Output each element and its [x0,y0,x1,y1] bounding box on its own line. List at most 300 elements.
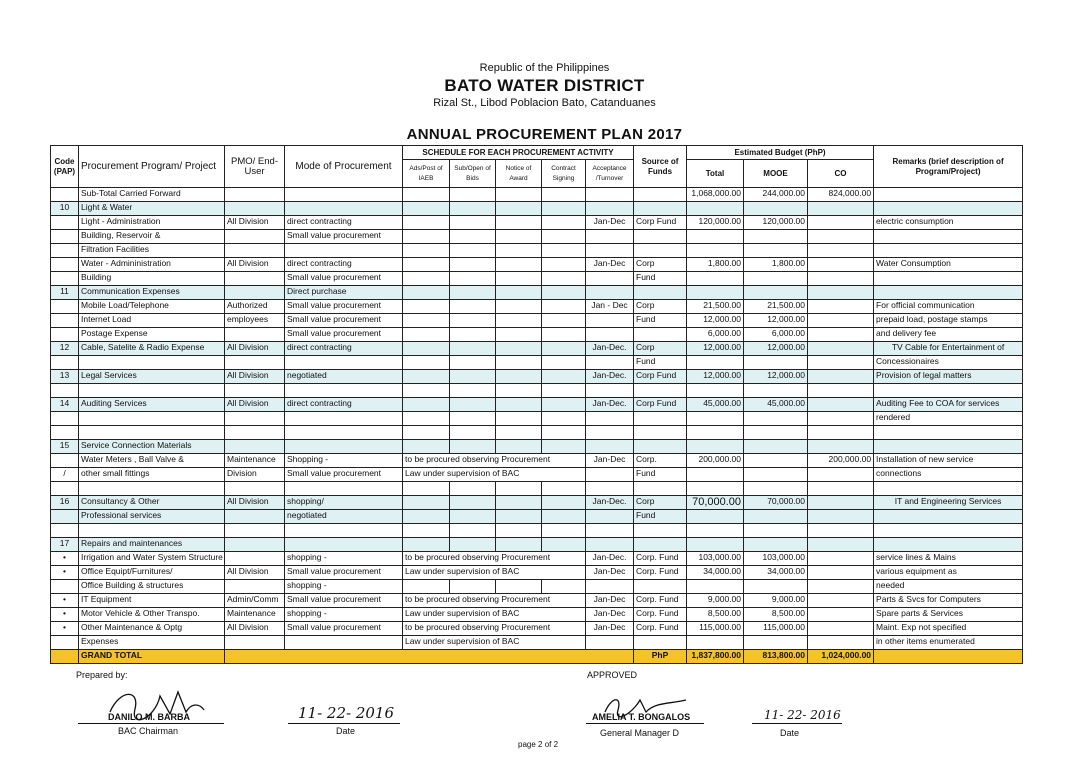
table-row [51,328,1023,342]
code-cell: 13 [51,370,79,384]
total-cell: 12,000.00 [687,314,744,328]
s2-cell [450,496,496,510]
s3-cell [496,314,542,328]
s1-cell [403,398,450,412]
remarks-cell [874,286,1023,300]
date-right: 11- 22- 2016 [764,708,841,722]
sched-cell [586,384,634,398]
pmo-cell [225,524,285,538]
remarks-cell: Parts & Svcs for Computers [874,594,1023,608]
code-cell [51,314,79,328]
table-row [51,286,1023,300]
schedule-note-cell: to be procured observing Procurement [403,454,586,468]
s3-cell [496,300,542,314]
source-cell [634,538,687,552]
table-row [51,398,1023,412]
grand-total-blank [225,650,634,664]
s4-cell [542,440,586,454]
code-cell [51,412,79,426]
s4-cell [542,188,586,202]
s3-cell [496,524,542,538]
pmo-cell: Maintenance [225,608,285,622]
col-total: Total [687,160,744,188]
mooe-cell [744,580,808,594]
remarks-cell [874,482,1023,496]
table-row [51,482,1023,496]
source-cell: Fund [634,356,687,370]
code-cell [51,356,79,370]
source-cell [634,426,687,440]
co-cell [808,608,874,622]
table-row [51,636,1023,650]
total-cell: 8,500.00 [687,608,744,622]
co-cell [808,468,874,482]
pmo-cell: All Division [225,398,285,412]
sched-cell [586,524,634,538]
program-cell: Building, Reservoir & [79,230,225,244]
table-row [51,426,1023,440]
mode-cell: Small value procurement [285,272,403,286]
pmo-cell [225,286,285,300]
program-cell: Service Connection Materials [79,440,225,454]
table-row [51,300,1023,314]
co-cell [808,286,874,300]
source-cell: Corp. [634,454,687,468]
s2-cell [450,538,496,552]
source-cell [634,636,687,650]
s4-cell [542,230,586,244]
s3-cell [496,188,542,202]
s2-cell [450,510,496,524]
s1-cell [403,272,450,286]
sched-cell: Jan-Dec. [586,398,634,412]
pmo-cell [225,384,285,398]
s1-cell [403,230,450,244]
source-cell: Fund [634,510,687,524]
col-acceptance: Acceptance /Turnover [586,160,634,188]
remarks-cell: various equipment as [874,566,1023,580]
total-cell: 70,000.00 [687,496,744,510]
org-name: BATO WATER DISTRICT [444,76,645,95]
table-row [51,440,1023,454]
s2-cell [450,272,496,286]
mooe-cell [744,286,808,300]
mode-cell [285,440,403,454]
s3-cell [496,440,542,454]
code-cell: • [51,594,79,608]
code-cell: • [51,622,79,636]
mode-cell: direct contracting [285,258,403,272]
co-cell [808,356,874,370]
program-cell [79,384,225,398]
sched-cell: Jan-Dec [586,622,634,636]
s2-cell [450,216,496,230]
sched-cell: Jan-Dec [586,608,634,622]
s4-cell [542,216,586,230]
s2-cell [450,286,496,300]
source-cell: Corp. Fund [634,594,687,608]
grand-total-label: GRAND TOTAL [79,650,225,664]
program-cell: Internet Load [79,314,225,328]
table-row [51,496,1023,510]
s4-cell [542,370,586,384]
co-cell [808,566,874,580]
date-right-label: Date [780,728,800,738]
remarks-cell: in other items enumerated [874,636,1023,650]
s2-cell [450,426,496,440]
total-cell: 9,000.00 [687,594,744,608]
approver-line [586,723,704,724]
total-cell [687,510,744,524]
s1-cell [403,510,450,524]
s2-cell [450,314,496,328]
pmo-cell [225,510,285,524]
s1-cell [403,496,450,510]
s4-cell [542,426,586,440]
table-row [51,622,1023,636]
col-notice: Notice of Award [496,160,542,188]
pmo-cell: Maintenance [225,454,285,468]
procurement-table [50,145,1023,664]
s4-cell [542,300,586,314]
page-number: page 2 of 2 [518,740,559,749]
program-cell: Water - Admininistration [79,258,225,272]
s2-cell [450,398,496,412]
program-cell: Professional services [79,510,225,524]
grand-total-mooe: 813,800.00 [744,650,808,664]
table-row [51,342,1023,356]
program-cell: Mobile Load/Telephone [79,300,225,314]
remarks-cell: electric consumption [874,216,1023,230]
mode-cell [285,426,403,440]
total-cell: 12,000.00 [687,342,744,356]
total-cell [687,636,744,650]
code-cell [51,524,79,538]
s3-cell [496,286,542,300]
remarks-cell: For official communication [874,300,1023,314]
table-row [51,314,1023,328]
total-cell: 103,000.00 [687,552,744,566]
table-row [51,510,1023,524]
s3-cell [496,398,542,412]
s1-cell [403,370,450,384]
total-cell: 1,800.00 [687,258,744,272]
s2-cell [450,300,496,314]
table-row [51,538,1023,552]
source-cell [634,482,687,496]
col-source: Source of Funds [634,146,687,188]
col-contract: Contract Signing [542,160,586,188]
col-pmo: PMO/ End-User [225,146,285,188]
source-cell [634,286,687,300]
total-cell [687,384,744,398]
pmo-cell: Admin/Comm [225,594,285,608]
sched-cell: Jan-Dec. [586,552,634,566]
col-program: Procurement Program/ Project [79,146,225,188]
s1-cell [403,216,450,230]
remarks-cell [874,272,1023,286]
pmo-cell [225,538,285,552]
table-row [51,258,1023,272]
total-cell [687,412,744,426]
s1-cell [403,356,450,370]
remarks-cell [874,440,1023,454]
program-cell: Water Meters , Ball Valve & [79,454,225,468]
code-cell: 17 [51,538,79,552]
table-row [51,468,1023,482]
mode-cell: direct contracting [285,342,403,356]
s4-cell [542,342,586,356]
co-cell [808,202,874,216]
mooe-cell [744,636,808,650]
total-cell: 1,068,000.00 [687,188,744,202]
s2-cell [450,370,496,384]
source-cell [634,412,687,426]
mooe-cell [744,482,808,496]
s2-cell [450,482,496,496]
sched-cell: Jan-Dec [586,216,634,230]
program-cell: Light - Administration [79,216,225,230]
program-cell: Communication Expenses [79,286,225,300]
s1-cell [403,426,450,440]
total-cell: 200,000.00 [687,454,744,468]
mooe-cell [744,412,808,426]
co-cell [808,244,874,258]
mode-cell [285,202,403,216]
remarks-cell: service lines & Mains [874,552,1023,566]
grand-total-code [51,650,79,664]
remarks-cell: and delivery fee [874,328,1023,342]
remarks-cell [874,538,1023,552]
grand-total-row [51,650,1023,664]
s3-cell [496,356,542,370]
col-co: CO [808,160,874,188]
table-row [51,580,1023,594]
sched-cell [586,286,634,300]
mooe-cell: 70,000.00 [744,496,808,510]
program-cell: IT Equipment [79,594,225,608]
s2-cell [450,230,496,244]
code-cell [51,272,79,286]
sched-cell: Jan-Dec [586,258,634,272]
source-cell [634,202,687,216]
mode-cell: negotiated [285,370,403,384]
mooe-cell: 45,000.00 [744,398,808,412]
s2-cell [450,342,496,356]
pmo-cell: Division [225,468,285,482]
sched-cell [586,440,634,454]
source-cell: Corp [634,258,687,272]
mode-cell: shopping/ [285,496,403,510]
s3-cell [496,244,542,258]
code-cell: 12 [51,342,79,356]
source-cell: Corp Fund [634,216,687,230]
remarks-cell [874,426,1023,440]
remarks-cell: IT and Engineering Services [874,496,1023,510]
sched-cell [586,426,634,440]
total-cell [687,580,744,594]
mode-cell: direct contracting [285,398,403,412]
total-cell [687,272,744,286]
co-cell [808,370,874,384]
program-cell: Building [79,272,225,286]
s4-cell [542,524,586,538]
code-cell [51,328,79,342]
code-cell [51,454,79,468]
remarks-cell [874,230,1023,244]
mode-cell: Small value procurement [285,314,403,328]
co-cell [808,594,874,608]
s4-cell [542,384,586,398]
col-budget: Estimated Budget (PhP) [687,146,874,160]
table-row [51,552,1023,566]
sched-cell [586,314,634,328]
code-cell [51,244,79,258]
program-cell [79,482,225,496]
schedule-note-cell: Law under supervision of BAC [403,566,586,580]
mooe-cell [744,384,808,398]
co-cell [808,440,874,454]
pmo-cell: All Division [225,370,285,384]
mode-cell: Small value procurement [285,622,403,636]
code-cell [51,636,79,650]
pmo-cell: All Division [225,496,285,510]
co-cell [808,636,874,650]
schedule-note-cell: to be procured observing Procurement [403,594,586,608]
code-cell [51,188,79,202]
col-mode: Mode of Procurement [285,146,403,188]
s1-cell [403,244,450,258]
source-cell: Corp [634,342,687,356]
mode-cell [285,356,403,370]
co-cell [808,426,874,440]
source-cell: Corp. Fund [634,622,687,636]
sched-cell [586,272,634,286]
code-cell [51,384,79,398]
s2-cell [450,244,496,258]
mooe-cell: 34,000.00 [744,566,808,580]
program-cell: Other Maintenance & Optg [79,622,225,636]
schedule-note-cell: Law under supervision of BAC [403,608,586,622]
code-cell [51,258,79,272]
source-cell [634,524,687,538]
mooe-cell: 12,000.00 [744,314,808,328]
total-cell [687,230,744,244]
code-cell: 11 [51,286,79,300]
source-cell: Corp [634,496,687,510]
s3-cell [496,258,542,272]
mode-cell: shopping - [285,580,403,594]
total-cell [687,356,744,370]
org-address: Rizal St., Libod Poblacion Bato, Catanduanes [433,97,656,109]
program-cell: Auditing Services [79,398,225,412]
mode-cell [285,636,403,650]
col-code: Code (PAP) [51,146,79,188]
s4-cell [542,496,586,510]
source-cell [634,328,687,342]
mode-cell: Small value procurement [285,566,403,580]
code-cell [51,510,79,524]
remarks-cell: Auditing Fee to COA for services [874,398,1023,412]
s4-cell [542,244,586,258]
s2-cell [450,440,496,454]
program-cell: Filtration Facilities [79,244,225,258]
s4-cell [542,510,586,524]
s3-cell [496,538,542,552]
code-cell [51,216,79,230]
pmo-cell [225,244,285,258]
s3-cell [496,272,542,286]
date-right-line [752,723,842,724]
remarks-cell: prepaid load, postage stamps [874,314,1023,328]
s3-cell [496,384,542,398]
s3-cell [496,370,542,384]
s1-cell [403,342,450,356]
program-cell: Repairs and maintenances [79,538,225,552]
s1-cell [403,440,450,454]
co-cell [808,384,874,398]
total-cell [687,286,744,300]
s4-cell [542,538,586,552]
pmo-cell [225,328,285,342]
table-row [51,356,1023,370]
table-row [51,594,1023,608]
mooe-cell [744,356,808,370]
mooe-cell [744,230,808,244]
co-cell [808,272,874,286]
remarks-cell [874,188,1023,202]
code-cell: 16 [51,496,79,510]
source-cell [634,244,687,258]
total-cell [687,202,744,216]
s1-cell [403,538,450,552]
mooe-cell: 1,800.00 [744,258,808,272]
mooe-cell: 120,000.00 [744,216,808,230]
sched-cell: Jan-Dec. [586,496,634,510]
source-cell: Corp. Fund [634,566,687,580]
sched-cell [586,468,634,482]
mode-cell [285,412,403,426]
total-cell: 34,000.00 [687,566,744,580]
total-cell: 12,000.00 [687,370,744,384]
col-schedule: SCHEDULE FOR EACH PROCUREMENT ACTIVITY [403,146,634,160]
sched-cell: Jan-Dec [586,566,634,580]
s1-cell [403,188,450,202]
s4-cell [542,314,586,328]
program-cell [79,412,225,426]
co-cell [808,510,874,524]
code-cell [51,580,79,594]
mooe-cell: 12,000.00 [744,370,808,384]
schedule-note-cell: Law under supervision of BAC [403,636,586,650]
co-cell [808,552,874,566]
sched-cell [586,202,634,216]
col-ads: Ads/Post of IAEB [403,160,450,188]
grand-total-remarks [874,650,1023,664]
remarks-cell: Concessionaires [874,356,1023,370]
co-cell [808,580,874,594]
source-cell: Corp Fund [634,398,687,412]
sched-cell: Jan-Dec [586,454,634,468]
page-title: ANNUAL PROCUREMENT PLAN 2017 [406,126,683,143]
source-cell: Corp [634,300,687,314]
pmo-cell: All Division [225,258,285,272]
co-cell: 200,000.00 [808,454,874,468]
sched-cell [586,230,634,244]
s1-cell [403,202,450,216]
s3-cell [496,216,542,230]
date-left-line [288,723,400,724]
